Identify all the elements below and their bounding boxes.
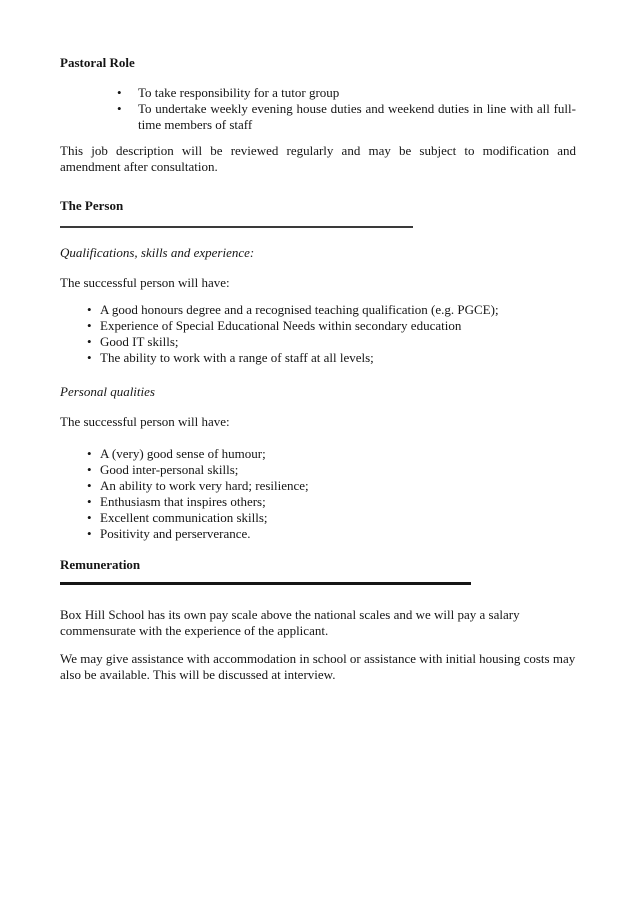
list-item xyxy=(87,526,576,542)
list-item-text: Enthusiasm that inspires others; xyxy=(100,494,266,509)
bullet-icon: • xyxy=(87,302,92,317)
bullet-icon: • xyxy=(87,526,92,541)
subheading-qualifications: Qualifications, skills and experience: xyxy=(60,245,255,260)
personal-qualities-bullet-list xyxy=(87,446,576,542)
list-item xyxy=(87,510,576,526)
list-item-text: Positivity and perserverance. xyxy=(100,526,251,541)
bullet-icon: • xyxy=(117,85,122,100)
list-item xyxy=(117,85,576,101)
bullet-icon: • xyxy=(87,446,92,461)
section-underline xyxy=(60,226,413,228)
list-item-text: A good honours degree and a recognised teaching qualification (e.g. PGCE); xyxy=(100,302,499,317)
list-item xyxy=(87,302,576,318)
bullet-icon: • xyxy=(117,101,122,116)
list-item-text: Good IT skills; xyxy=(100,334,179,349)
section-heading-remuneration: Remuneration xyxy=(60,557,141,572)
qualifications-bullet-list xyxy=(87,302,576,366)
list-item-text: Experience of Special Educational Needs within secondary education xyxy=(100,318,462,333)
list-item xyxy=(87,446,576,462)
section-underline xyxy=(60,582,471,585)
bullet-icon: • xyxy=(87,510,92,525)
list-item-text: To undertake weekly evening house duties and weekend duties in line with all full-time members of staff xyxy=(138,101,576,132)
subheading-personal-qualities: Personal qualities xyxy=(60,384,155,399)
bullet-icon: • xyxy=(87,334,92,349)
list-item xyxy=(87,334,576,350)
list-item-text: To take responsibility for a tutor group xyxy=(138,85,340,100)
pay-paragraph: Box Hill School has its own pay scale above the national scales and we will pay a salary commensurate with the experience of the applicant. xyxy=(60,607,520,638)
personal-intro: The successful person will have: xyxy=(60,414,230,429)
list-item xyxy=(87,478,576,494)
list-item xyxy=(87,462,576,478)
accommodation-paragraph: We may give assistance with accommodation in school or assistance with initial housing costs may also be available. This will be discussed at interview. xyxy=(60,651,576,682)
list-item-text: The ability to work with a range of staff at all levels; xyxy=(100,350,374,365)
list-item xyxy=(117,101,576,133)
list-item-text: Good inter-personal skills; xyxy=(100,462,239,477)
qualifications-intro: The successful person will have: xyxy=(60,275,230,290)
bullet-icon: • xyxy=(87,350,92,365)
pastoral-bullet-list xyxy=(117,85,576,133)
section-heading-pastoral-role: Pastoral Role xyxy=(60,55,135,70)
bullet-icon: • xyxy=(87,318,92,333)
review-paragraph: This job description will be reviewed regularly and may be subject to modification and amendment after consultation. xyxy=(60,143,576,174)
list-item xyxy=(87,318,576,334)
bullet-icon: • xyxy=(87,462,92,477)
list-item-text: Excellent communication skills; xyxy=(100,510,268,525)
list-item-text: A (very) good sense of humour; xyxy=(100,446,266,461)
list-item xyxy=(87,494,576,510)
list-item xyxy=(87,350,576,366)
section-heading-the-person: The Person xyxy=(60,198,124,213)
bullet-icon: • xyxy=(87,494,92,509)
list-item-text: An ability to work very hard; resilience; xyxy=(100,478,309,493)
bullet-icon: • xyxy=(87,478,92,493)
